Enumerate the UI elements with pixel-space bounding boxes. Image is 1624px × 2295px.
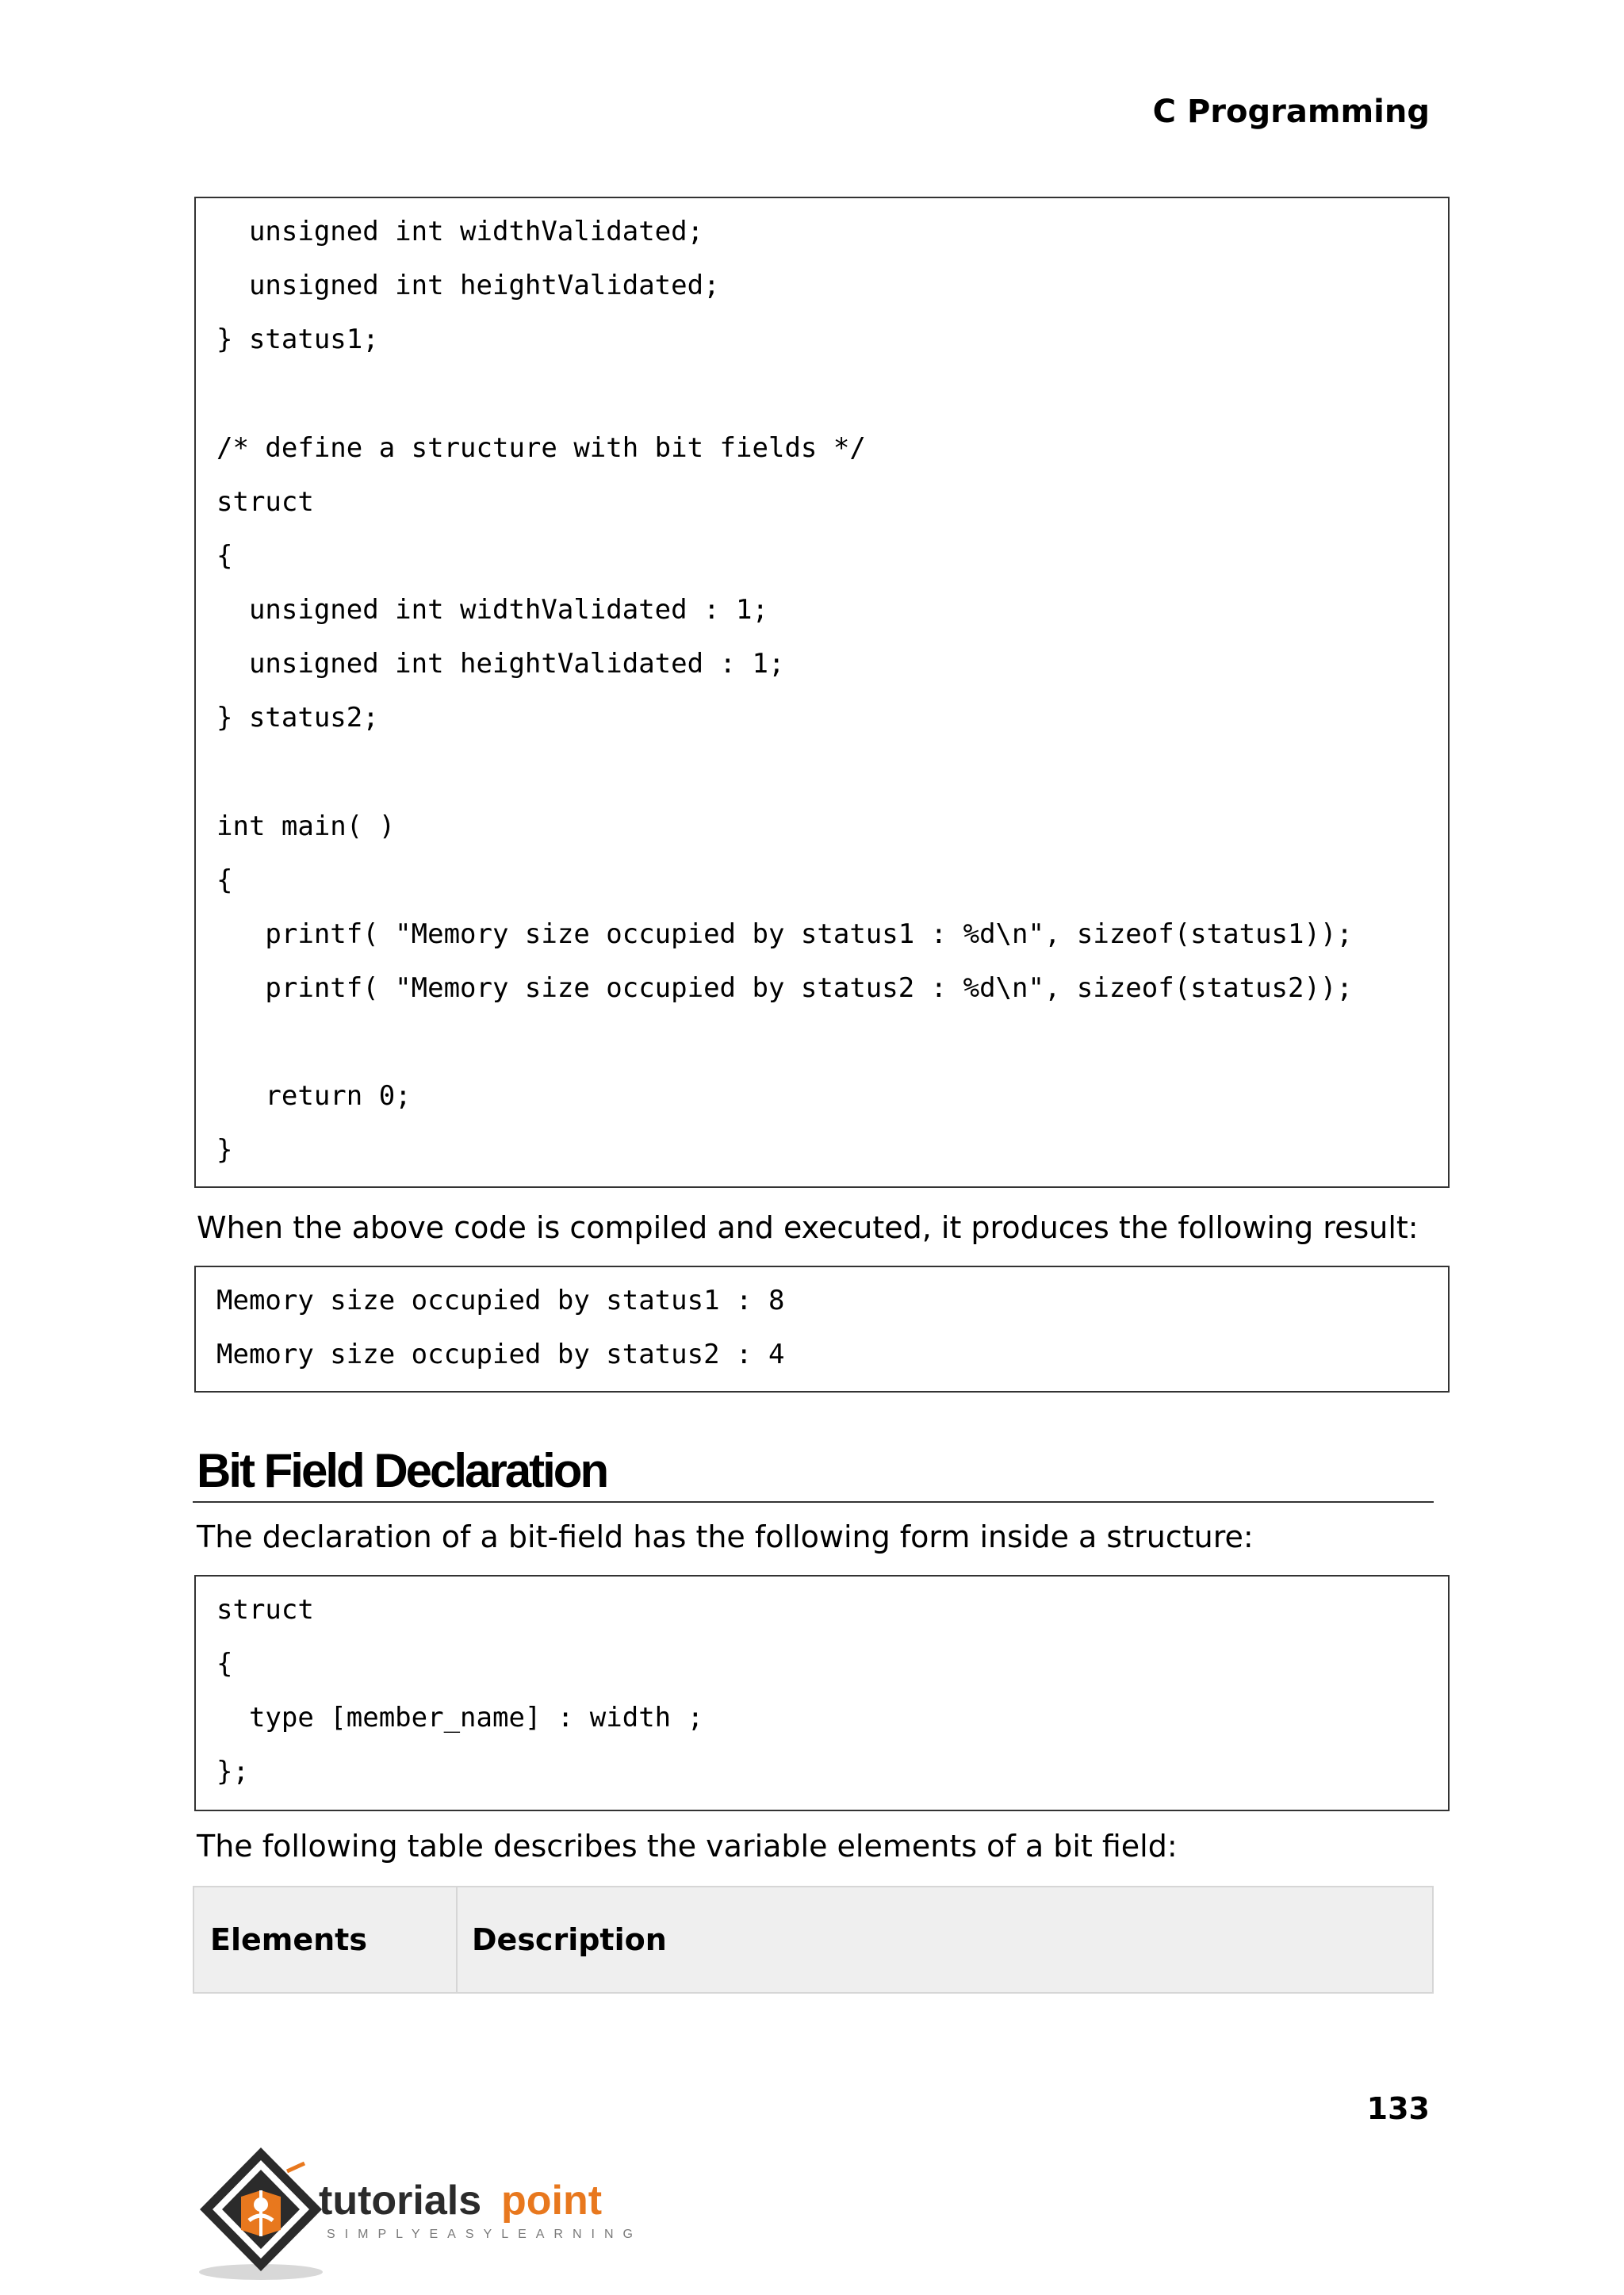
- section-heading: Bit Field Declaration: [197, 1444, 607, 1497]
- table-intro-paragraph: The following table describes the variable elements of a bit field:: [197, 1829, 1178, 1864]
- code-line: return 0;: [216, 1080, 412, 1112]
- running-header-title: C Programming: [1152, 94, 1430, 130]
- code-block-syntax: [194, 1575, 1450, 1811]
- code-line: int main( ): [216, 810, 396, 842]
- result-intro-paragraph: When the above code is compiled and executed, it produces the following result:: [197, 1210, 1419, 1245]
- output-line: Memory size occupied by status1 : 8: [216, 1285, 785, 1316]
- code-line: unsigned int heightValidated : 1;: [216, 648, 785, 680]
- code-line: unsigned int widthValidated;: [216, 216, 704, 247]
- code-line: unsigned int heightValidated;: [216, 270, 720, 301]
- code-block-source: [194, 197, 1450, 1188]
- code-line: unsigned int widthValidated : 1;: [216, 594, 768, 626]
- code-line: } status1;: [216, 324, 379, 355]
- heading-underline: [193, 1501, 1434, 1503]
- logo-tagline: SIMPLYEASYLEARNING: [327, 2228, 638, 2241]
- code-line: printf( "Memory size occupied by status1 : %d\n", sizeof(status1));: [216, 918, 1353, 950]
- table-header-elements: Elements: [210, 1922, 367, 1957]
- code-line: /* define a structure with bit fields */: [216, 432, 866, 464]
- code-line: type [member_name] : width ;: [216, 1702, 704, 1734]
- code-line: };: [216, 1756, 249, 1787]
- code-block-output: [194, 1266, 1450, 1393]
- output-line: Memory size occupied by status2 : 4: [216, 1339, 785, 1370]
- table-header-description: Description: [472, 1922, 667, 1957]
- code-line: struct: [216, 486, 314, 518]
- logo-brand-accent: point: [501, 2178, 603, 2224]
- logo-graphic-icon: [193, 2141, 638, 2284]
- elements-table: [193, 1886, 1434, 1994]
- code-line: struct: [216, 1594, 314, 1626]
- column-divider: [456, 1887, 458, 1992]
- logo-brand-dark: tutorials: [319, 2178, 482, 2224]
- code-line: printf( "Memory size occupied by status2 : %d\n", sizeof(status2));: [216, 972, 1353, 1004]
- code-line: } status2;: [216, 702, 379, 734]
- code-line: }: [216, 1134, 233, 1166]
- code-line: {: [216, 1648, 233, 1680]
- declaration-paragraph: The declaration of a bit-field has the following form inside a structure:: [197, 1519, 1254, 1554]
- tutorialspoint-logo: [193, 2141, 638, 2284]
- code-line: {: [216, 540, 233, 572]
- page-number: 133: [1366, 2091, 1430, 2126]
- code-line: {: [216, 864, 233, 896]
